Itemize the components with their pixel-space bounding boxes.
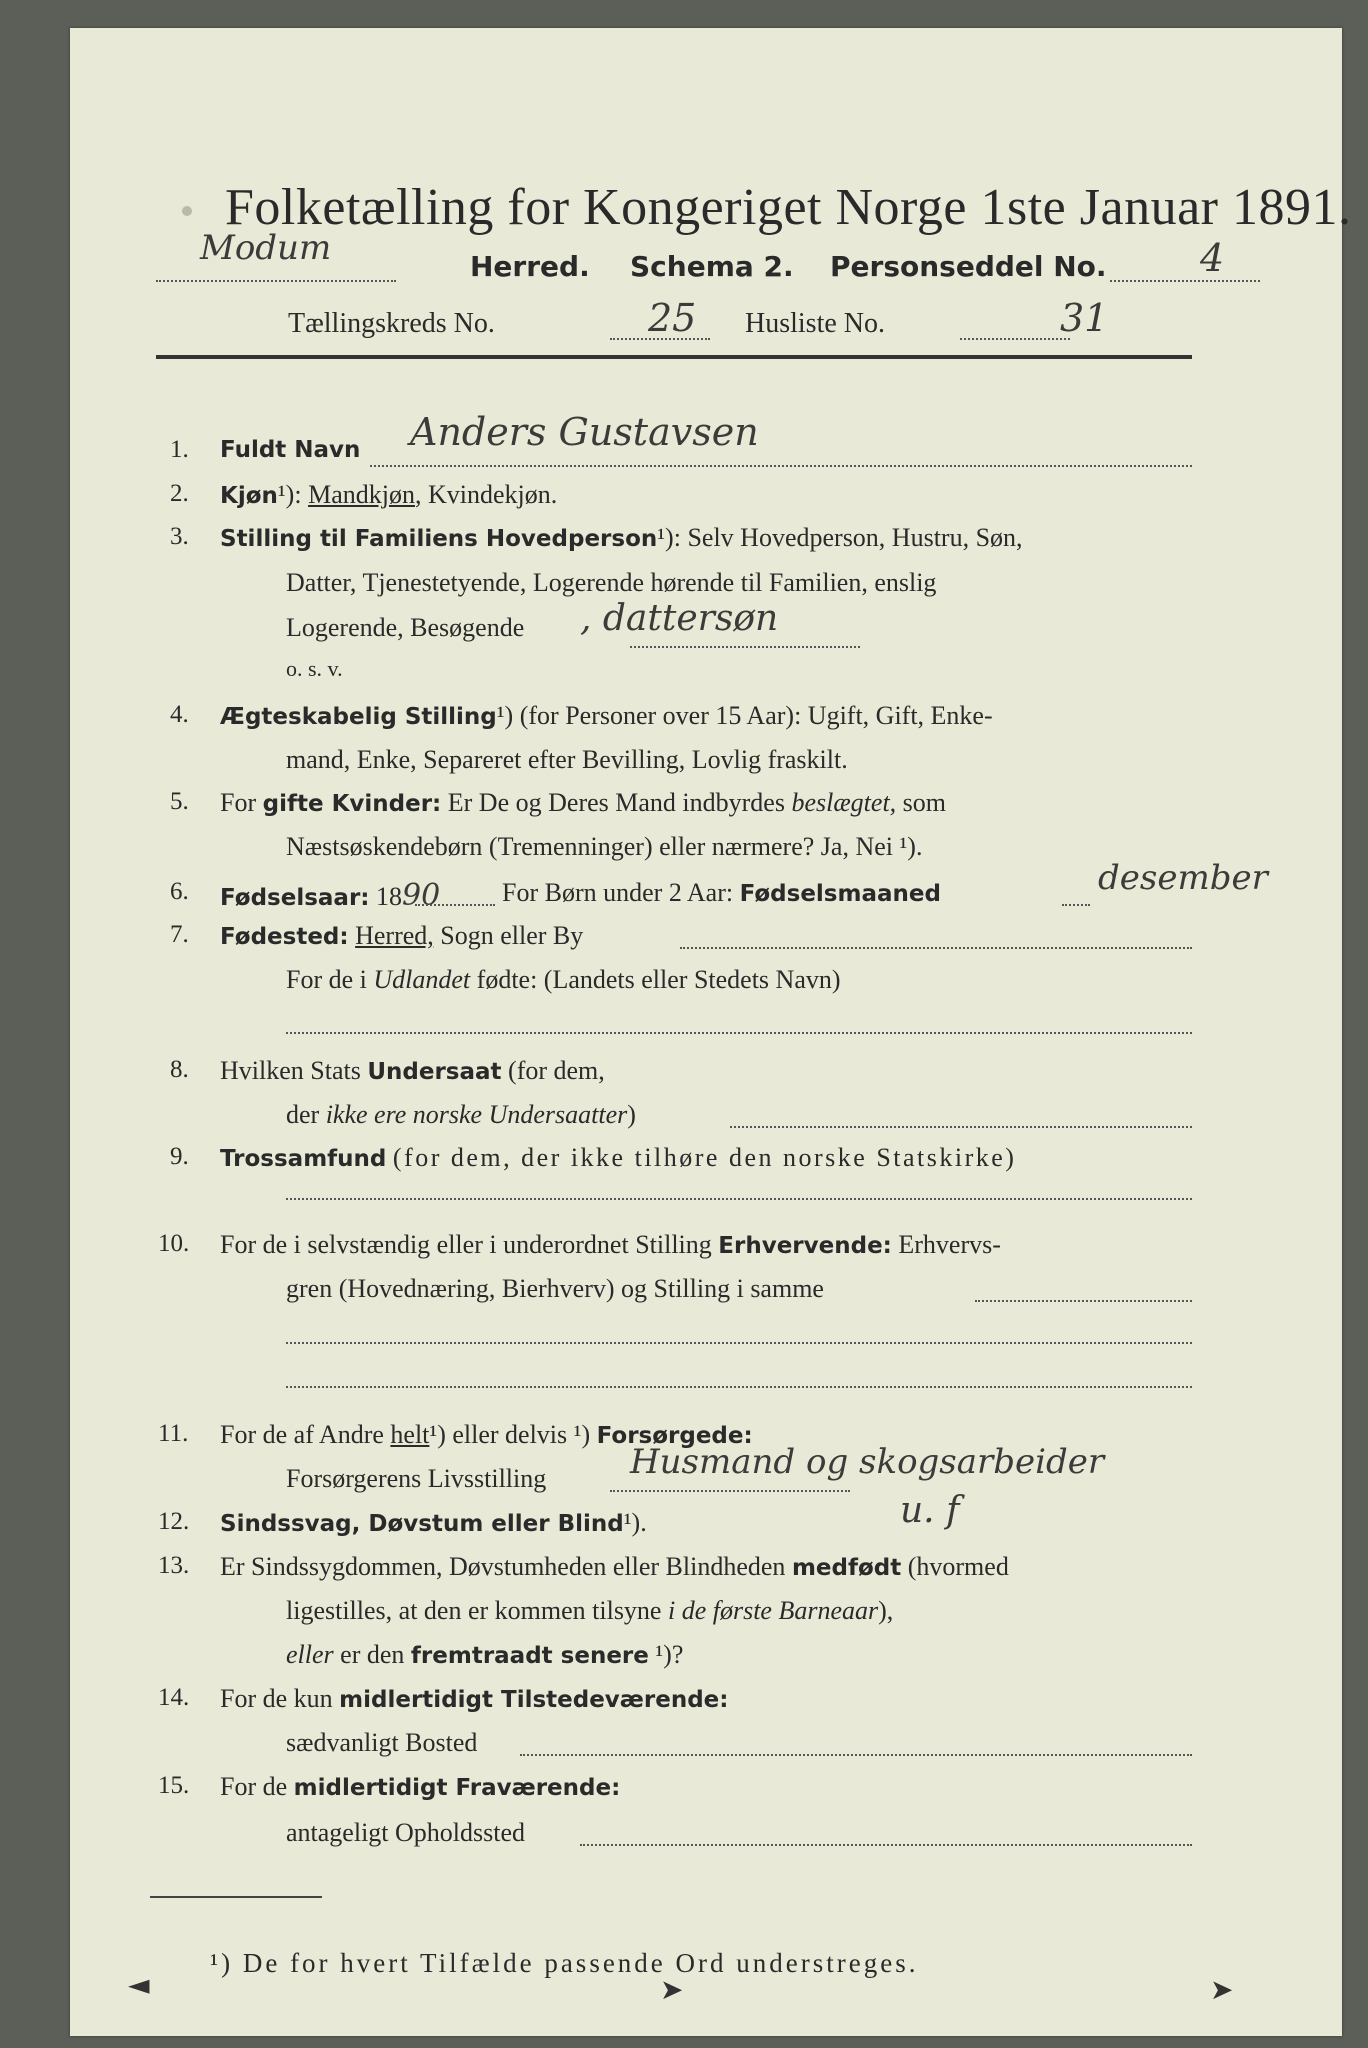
q10-tail: Erhvervs- [898,1230,1001,1259]
schema-label: Schema 2. [630,250,794,283]
q3-line3: Logerende, Besøgende [286,613,525,642]
birth-year-value: 90 [402,878,441,913]
q8-label: Undersaat [367,1059,502,1085]
q4-line1 [220,701,993,731]
disability-value: u. f [900,1490,960,1531]
q13-line3-label: fremtraadt senere [410,1643,649,1669]
q12-sup: ¹). [623,1508,647,1537]
ink-dot [182,206,192,216]
q13-line2-rest: ), [878,1596,894,1625]
q15-number: 15. [158,1772,190,1799]
q6-line [220,878,440,913]
provider-occupation-value: Husmand og skogsarbeider [630,1442,1105,1482]
q2-rest: , Kvindekjøn. [414,480,558,509]
q7-label: Fødested: [220,924,349,950]
q6-label2: Fødselsmaaned [739,881,941,907]
q7-line2-pre: For de i [286,965,367,994]
q10-line2: gren (Hovednæring, Bierhverv) og Stilling i samme [286,1274,824,1303]
q15-line2: antageligt Opholdssted [286,1818,526,1847]
husliste-value: 31 [1060,296,1109,340]
q4-number: 4. [170,701,189,728]
kreds-value: 25 [648,296,697,340]
q13-tail: (hvormed [907,1552,1009,1581]
q5-pre: For [220,788,257,817]
q2-sup: ¹): [277,480,302,509]
q8-line2-pre: der [286,1100,320,1129]
q5-line2: Næstsøskendebørn (Tremenninger) eller nærmere? Ja, Nei ¹). [286,832,923,861]
q5-italic: beslægtet, [791,788,897,817]
q12-number: 12. [158,1508,190,1535]
q9-line1 [220,1143,1016,1173]
q7-line2-italic: Udlandet [373,965,471,994]
q4-line2: mand, Enke, Separeret efter Bevilling, Lovlig fraskilt. [286,745,848,774]
q6-label: Fødselsaar: [220,885,370,911]
q13-line2 [286,1596,893,1626]
q13-line3-italic: eller [286,1640,334,1669]
q3-number: 3. [170,523,189,550]
q14-number: 14. [158,1684,190,1711]
q15-line1 [220,1772,620,1802]
q12-label: Sindssvag, Døvstum eller Blind [220,1511,624,1537]
q5-line1 [220,788,946,818]
q8-pre: Hvilken Stats [220,1056,361,1085]
q7-number: 7. [170,921,189,948]
full-name-value: Anders Gustavsen [410,410,759,454]
q13-line3-tail: ¹)? [655,1640,684,1669]
q10-label: Erhvervende: [718,1233,892,1259]
q5-tail: som [902,788,947,817]
q13-number: 13. [158,1552,190,1579]
q14-pre: For de kun [220,1684,333,1713]
q2-selected-option: Mandkjøn [308,480,415,509]
q7-line1 [220,921,583,951]
q2-label: Kjøn [220,483,278,509]
q1-label: Fuldt Navn [220,437,361,463]
census-form-sheet [70,28,1352,2036]
q11-line2: Forsørgerens Livsstilling [286,1464,547,1493]
birth-month-value: desember [1098,858,1268,898]
q11-mid: ¹) eller delvis ¹) [429,1420,591,1449]
q3-line2: Datter, Tjenestetyende, Logerende hørende til Familien, enslig [286,568,937,597]
q8-rest: (for dem, [508,1056,605,1085]
q11-number: 11. [158,1420,189,1447]
q8-line2-rest: ) [627,1100,636,1129]
q3-label: Stilling til Familiens Hovedperson [220,526,658,552]
q7-rest: Sogn eller By [440,921,584,950]
q5-number: 5. [170,788,189,815]
q11-label: Forsørgede: [596,1423,753,1449]
q6-mid: For Børn under 2 Aar: [502,878,734,907]
personseddel-value: 4 [1200,236,1225,280]
herred-label: Herred. [470,250,590,283]
q13-label: medfødt [791,1555,902,1581]
corner-mark-icon: ◄ [128,1968,150,2001]
q3-line1 [220,523,1023,553]
q10-number: 10. [158,1230,190,1257]
q13-line3-mid: er den [340,1640,405,1669]
kreds-label: Tællingskreds No. [288,308,495,339]
q3-line4: o. s. v. [286,656,343,681]
q7-selected-option: Herred, [355,921,434,950]
q2-line [220,480,557,510]
q2-number: 2. [170,480,189,507]
q7-line2-rest: fødte: (Landets eller Stedets Navn) [476,965,841,994]
q6-year-prefix: 18 [376,882,402,911]
q3-sup: ¹): [657,523,681,552]
q9-number: 9. [170,1143,189,1170]
q6-line-b [502,878,941,908]
q14-label: midlertidigt Tilstedeværende: [339,1687,729,1713]
footnote-rule [150,1896,322,1898]
center-mark-icon: ➤ [660,1973,684,2006]
q15-pre: For de [220,1772,288,1801]
q5-label: gifte Kvinder: [262,791,442,817]
q10-pre: For de i selvstændig eller i underordnet Stilling [220,1230,712,1259]
q8-line2-italic: ikke ere norske Undersaatter [325,1100,628,1129]
q8-line2 [286,1100,636,1130]
q5-line1-rest: Er De og Deres Mand indbyrdes [447,788,785,817]
q6-number: 6. [170,878,189,905]
q13-line1-text: Er Sindssygdommen, Døvstumheden eller Blindheden [220,1552,786,1581]
q15-label: midlertidigt Fraværende: [293,1775,621,1801]
footnote: ¹) De for hvert Tilfælde passende Ord understreges. [210,1948,919,1978]
q12-line [220,1508,647,1538]
q8-line1 [220,1056,605,1086]
q14-line2: sædvanligt Bosted [286,1728,478,1757]
q14-line1 [220,1684,728,1714]
q3-line1-rest: Selv Hovedperson, Hustru, Søn, [687,523,1023,552]
q11-pre: For de af Andre [220,1420,384,1449]
q9-label: Trossamfund [220,1146,387,1172]
q4-label: Ægteskabelig Stilling [220,704,497,730]
personseddel-label: Personseddel No. [830,250,1107,283]
form-title: Folketælling for Kongeriget Norge 1ste Januar 1891. [225,179,1352,236]
q11-selected-option: helt [390,1420,430,1449]
q7-line2 [286,965,841,995]
husliste-label: Husliste No. [745,308,885,339]
q13-line2-italic: i de første Barneaar [667,1596,879,1625]
corner-mark-icon: ➤ [1210,1973,1234,2006]
q8-number: 8. [170,1056,189,1083]
relation-value: , dattersøn [580,598,779,639]
q4-sup: ¹) [496,701,514,730]
header-rule [156,355,1192,359]
q1-number: 1. [170,436,189,463]
q9-rest: (for dem, der ikke tilhøre den norske Statskirke) [392,1143,1017,1172]
herred-value: Modum [200,228,332,268]
q13-line1 [220,1552,1009,1582]
q13-line2-pre: ligestilles, at den er kommen tilsyne [286,1596,662,1625]
q4-line1-rest: (for Personer over 15 Aar): Ugift, Gift, Enke- [519,701,993,730]
q13-line3 [286,1640,683,1670]
q10-line1 [220,1230,1001,1260]
